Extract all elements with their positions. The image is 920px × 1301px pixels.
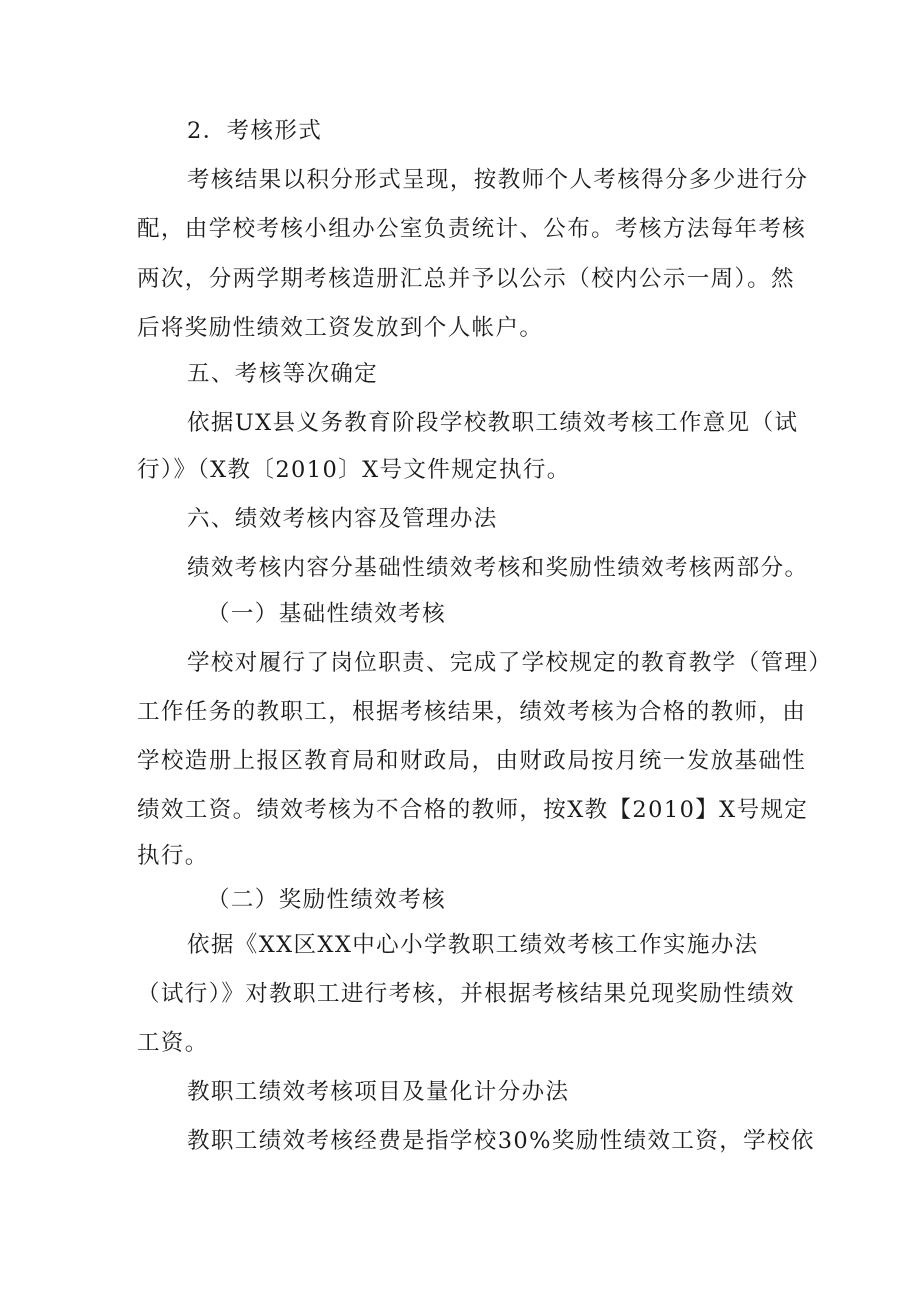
paragraph-line: 工作任务的教职工，根据考核结果，绩效考核为合格的教师，由 [137,699,807,725]
paragraph-line: 行）》（X教〔2010〕X号文件规定执行。 [137,457,571,483]
paragraph-line: 学校对履行了岗位职责、完成了学校规定的教育教学（管理） [187,650,833,676]
paragraph-line: 两次，分两学期考核造册汇总并予以公示（校内公示一周）。然 [137,266,795,292]
section-heading-content-and-management: 六、绩效考核内容及管理办法 [187,506,498,532]
paragraph-line: 后将奖励性绩效工资发放到个人帐户。 [137,315,544,341]
paragraph-line: 依据《XX区XX中心小学教职工绩效考核工作实施办法 [187,932,759,958]
subsection-heading-basic: （一）基础性绩效考核 [207,601,447,627]
section-heading-grade-determination: 五、考核等次确定 [187,361,379,387]
paragraph-line: 教职工绩效考核经费是指学校30%奖励性绩效工资，学校依 [187,1128,815,1154]
paragraph-line: （试行）》对教职工进行考核，并根据考核结果兑现奖励性绩效 [137,981,795,1007]
paragraph-line: 工资。 [137,1030,209,1056]
subsection-heading-incentive: （二）奖励性绩效考核 [207,887,447,913]
section-heading-items-and-scoring: 教职工绩效考核项目及量化计分办法 [187,1079,570,1105]
paragraph-line: 学校造册上报区教育局和财政局，由财政局按月统一发放基础性 [137,748,807,774]
paragraph-line: 绩效考核内容分基础性绩效考核和奖励性绩效考核两部分。 [187,555,809,581]
paragraph-line: 配，由学校考核小组办公室负责统计、公布。考核方法每年考核 [137,216,807,242]
paragraph-line: 执行。 [137,843,209,869]
paragraph-line: 依据UX县义务教育阶段学校教职工绩效考核工作意见（试 [187,410,799,436]
section-heading-assessment-form: 2．考核形式 [187,118,323,144]
paragraph-line: 考核结果以积分形式呈现，按教师个人考核得分多少进行分 [187,167,809,193]
paragraph-line: 绩效工资。绩效考核为不合格的教师，按X教【2010】X号规定 [137,797,809,823]
